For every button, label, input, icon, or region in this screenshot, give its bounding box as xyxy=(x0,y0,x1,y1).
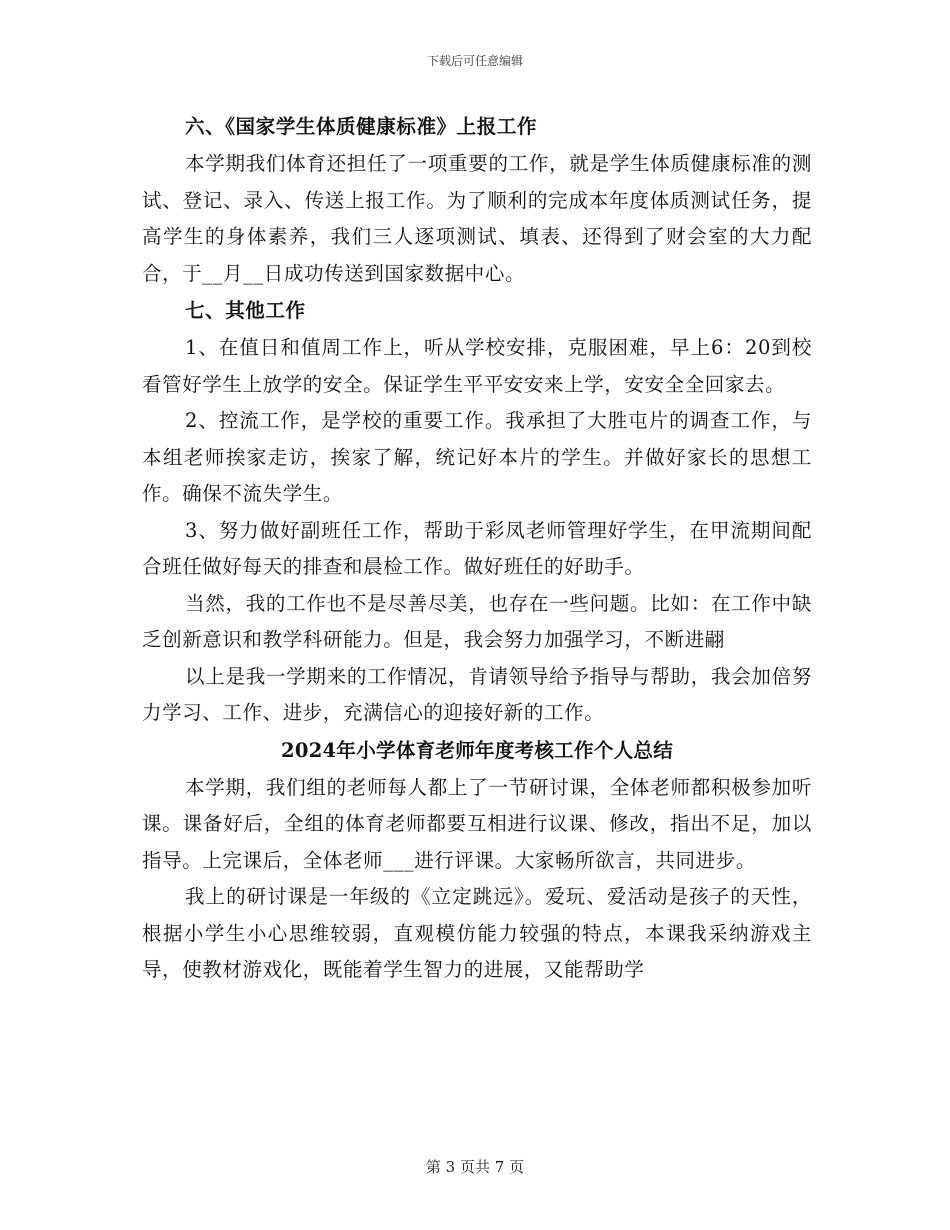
document-title: 2024年小学体育老师年度考核工作个人总结 xyxy=(280,738,674,762)
paragraph-assistant-teacher: 3、努力做好副班任工作，帮助于彩凤老师管理好学生，在甲流期间配合班任做好每天的排查和晨检工作。做好班任的好助手。 xyxy=(142,518,812,578)
paragraph-long-jump-lesson: 我上的研讨课是一年级的《立定跳远》。爱玩、爱活动是孩子的天性，根据小学生小心思维较弱，直观模仿能力较强的特点，本课我采纳游戏主导，使教材游戏化，既能着学生智力的进展，又能帮助学 xyxy=(142,885,812,981)
paragraph-conclusion: 以上是我一学期来的工作情况，肯请领导给予指导与帮助，我会加倍努力学习、工作、进步，充满信心的迎接好新的工作。 xyxy=(142,664,812,724)
paragraph-shortcomings: 当然，我的工作也不是尽善尽美，也存在一些问题。比如：在工作中缺乏创新意识和教学科研能力。但是，我会努力加强学习，不断进翤 xyxy=(142,591,812,651)
paragraph-seminar-lessons: 本学期，我们组的老师每人都上了一节研讨课，全体老师都积极参加听课。课备好后，全组的体育老师都要互相进行议课、修改，指出不足，加以指导。上完课后，全体老师___进行评课。大家畅所欲言，共同进步。 xyxy=(142,775,812,872)
paragraph-duty-work: 1、在值日和值周工作上，听从学校安排，克服困难，早上6：20到校看管好学生上放学的安全。保证学生平平安安来上学，安安全全回家去。 xyxy=(142,336,812,396)
paragraph-health-standard: 本学期我们体育还担任了一项重要的工作，就是学生体质健康标准的测试、登记、录入、传送上报工作。为了顺利的完成本年度体质测试任务，提高学生的身体素养，我们三人逐项测试、填表、还得到了财会室的大力配合，于__月__日成功传送到国家数据中心。 xyxy=(142,152,812,285)
document-body xyxy=(142,108,812,989)
paragraph-dropout-control: 2、控流工作，是学校的重要工作。我承担了大胜屯片的调查工作，与本组老师挨家走访，挨家了解，统记好本片的学生。并做好家长的思想工作。确保不流失学生。 xyxy=(142,409,812,505)
page-number: 第 3 页共 7 页 xyxy=(425,1158,525,1176)
page-header-note: 下载后可任意编辑 xyxy=(426,54,523,68)
section-heading-other-work: 七、其他工作 xyxy=(185,299,306,322)
section-heading-report: 六、《国家学生体质健康标准》上报工作 xyxy=(185,115,538,138)
